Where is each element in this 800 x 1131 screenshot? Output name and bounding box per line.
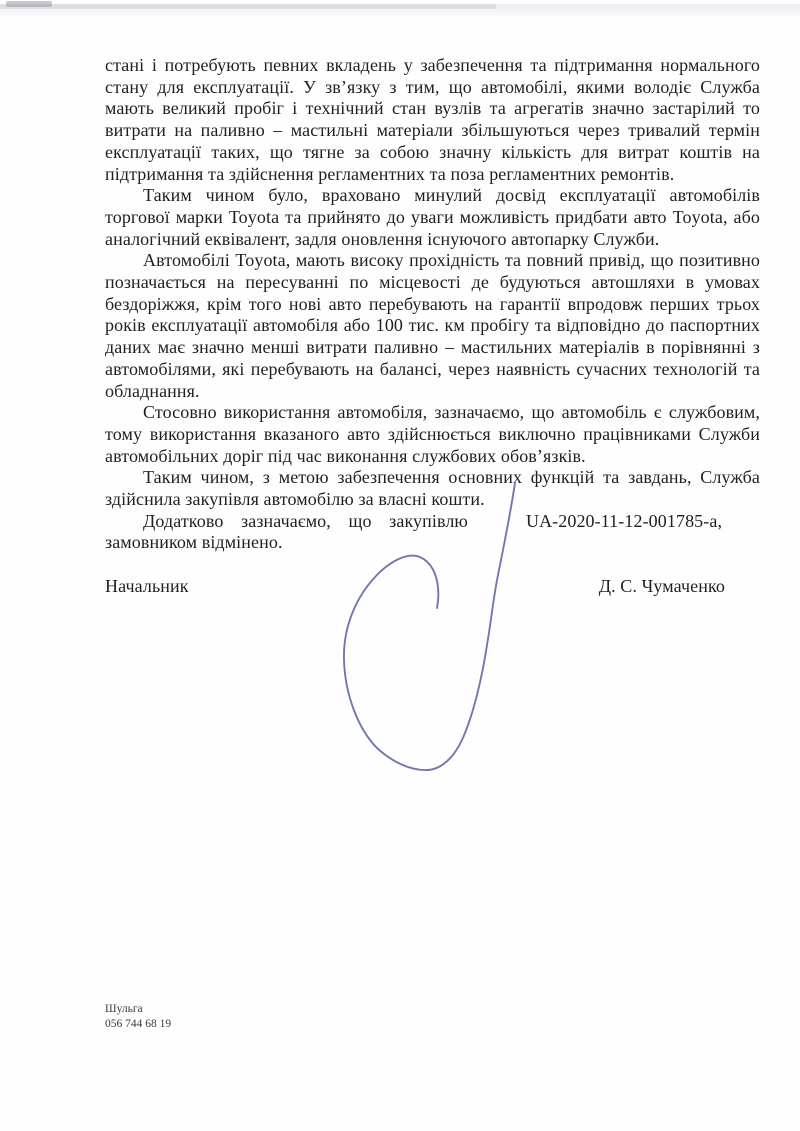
signature-row <box>105 576 760 598</box>
procurement-tender-id: UA-2020-11-12-001785-а, <box>525 510 723 531</box>
procurement-note-text: Додатково зазначаємо, що закупівлю <box>143 510 468 531</box>
document-body <box>105 55 760 598</box>
signatory-name: Д. С. Чумаченко <box>598 576 725 597</box>
signatory-title: Начальник <box>105 576 189 597</box>
procurement-cancellation-line2: замовником відмінено. <box>105 532 283 553</box>
paragraph-official-use: Стосовно використання автомобіля, зазначаємо, що автомобіль є службовим, тому використання вказаного авто здійснюється виключно працівниками Служби автомобільних доріг під час виконання службових обов’язків. <box>105 402 760 466</box>
document-footer <box>105 1002 171 1031</box>
paragraph-toyota-advantages: Автомобілі Toyota, мають високу прохідність та повний привід, що позитивно позначається на пересуванні по місцевості де будуються автошляхи в умовах бездоріжжя, крім того нові авто перебувають на гарантії впродовж перших трьох років експлуатації автомобіля або 100 тис. км пробігу та відповідно до паспортних даних має значно менші витрати паливно – мастильних матеріалів в порівнянні з автомобілями, які перебувають на балансі, через наявність сучасних технологій та обладнання. <box>105 250 760 401</box>
paragraph-maintenance-costs: стані і потребують певних вкладень у забезпечення та підтримання нормального стану для експлуатації. У зв’язку з тим, що автомобілі, якими володіє Служба мають великий пробіг і технічний стан вузлів та агрегатів значно застарілий то витрати на паливно – мастильні матеріали збільшуються через тривалий термін експлуатації таких, що тягне за собою значну кількість для витрат коштів на підтримання та здійснення регламентних та поза регламентних ремонтів. <box>105 55 760 184</box>
executor-name: Шульга <box>105 1003 143 1015</box>
procurement-cancellation-line <box>105 511 760 533</box>
executor-phone: 056 744 68 19 <box>105 1017 172 1030</box>
paragraph-purchase-own-funds: Таким чином, з метою забезпечення основних функцій та завдань, Служба здійснила закупівля автомобілю за власні кошти. <box>105 467 760 510</box>
paragraph-toyota-experience: Таким чином було, враховано минулий досвід експлуатації автомобілів торгової марки Toyota та прийнято до уваги можливість придбати авто Toyota, або аналогічний еквівалент, задля оновлення існуючого автопарку Служби. <box>105 185 760 249</box>
scan-artifact-corner-smudge <box>6 1 52 7</box>
scan-artifact-top-line <box>0 4 496 9</box>
